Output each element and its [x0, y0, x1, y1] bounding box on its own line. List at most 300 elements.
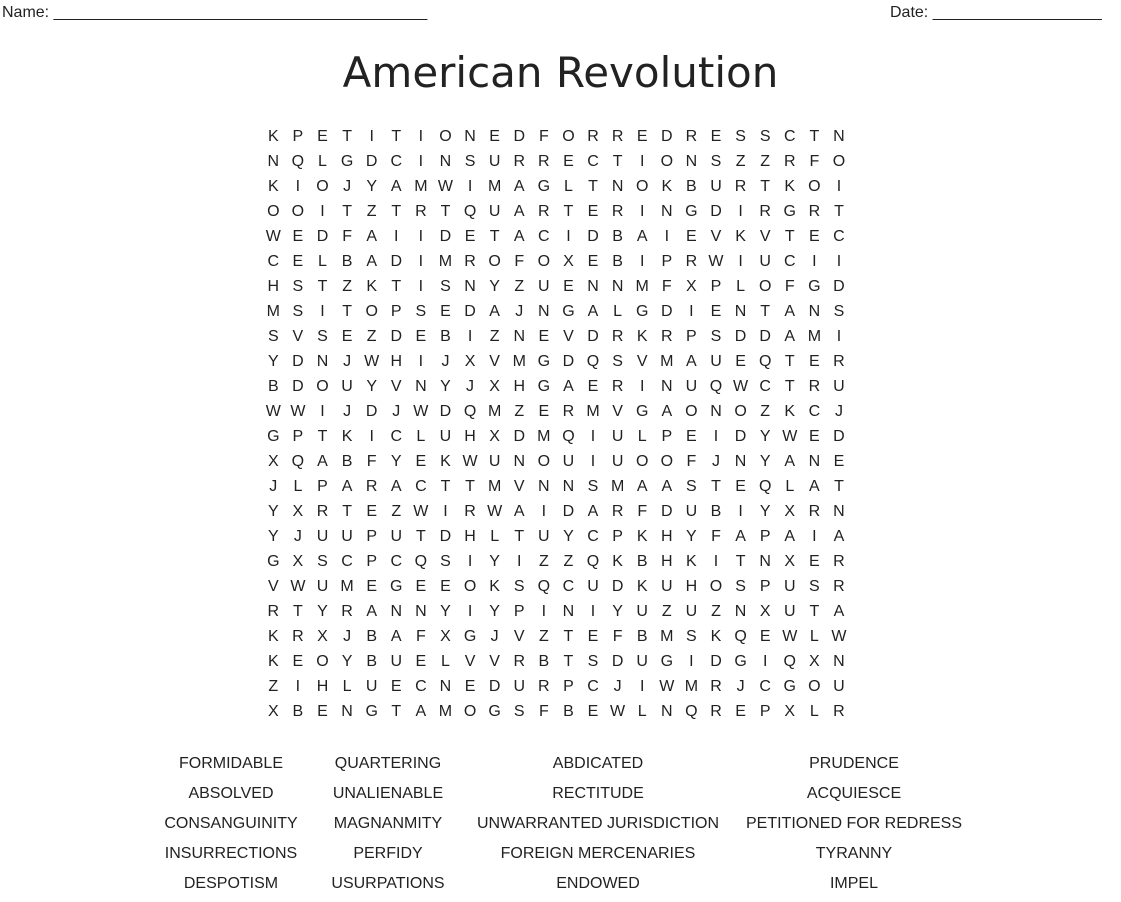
grid-letter: L — [809, 703, 819, 720]
grid-letter: O — [635, 178, 649, 195]
grid-letter: I — [738, 203, 743, 220]
word-column-2 — [313, 752, 463, 902]
grid-letter: C — [783, 253, 796, 270]
grid-letter: E — [809, 428, 820, 445]
grid-letter: I — [689, 653, 694, 670]
grid-letter: A — [833, 528, 845, 545]
grid-letter: I — [836, 253, 842, 270]
grid-letter: D — [390, 253, 403, 270]
grid-letter: I — [541, 603, 547, 620]
grid-letter: D — [513, 428, 526, 445]
grid-letter: A — [415, 703, 427, 720]
grid-letter: U — [562, 453, 575, 470]
grid-letter: T — [317, 428, 328, 445]
grid-row — [261, 349, 851, 374]
grid-letter: R — [464, 503, 476, 520]
grid-letter: U — [833, 678, 845, 695]
grid-letter: P — [759, 578, 771, 595]
grid-letter: Q — [463, 403, 477, 420]
grid-letter: L — [785, 478, 795, 495]
grid-letter: A — [784, 328, 796, 345]
grid-letter: B — [341, 453, 353, 470]
grid-letter: U — [759, 253, 771, 270]
word-item: IMPEL — [829, 875, 878, 892]
grid-letter: I — [738, 503, 743, 520]
grid-letter: N — [611, 278, 624, 295]
grid-letter: F — [784, 278, 795, 295]
grid-letter: Y — [341, 653, 353, 670]
grid-letter: G — [783, 203, 796, 220]
grid-letter: O — [463, 578, 477, 595]
grid-letter: V — [612, 403, 623, 420]
grid-letter: E — [587, 703, 599, 720]
grid-letter: E — [489, 128, 500, 145]
grid-letter: G — [537, 353, 551, 370]
grid-letter: K — [440, 453, 451, 470]
grid-letter: I — [418, 253, 424, 270]
grid-letter: E — [636, 128, 648, 145]
grid-letter: V — [636, 353, 648, 370]
grid-letter: Q — [586, 353, 600, 370]
grid-letter: Q — [758, 353, 772, 370]
grid-letter: C — [562, 578, 575, 595]
grid-letter: L — [490, 528, 500, 545]
grid-letter: R — [734, 178, 747, 195]
grid-letter: I — [812, 253, 817, 270]
grid-letter: A — [366, 228, 377, 245]
grid-letter: W — [364, 353, 380, 370]
grid-letter: H — [464, 428, 476, 445]
grid-letter: R — [464, 253, 476, 270]
date-field[interactable]: Date: ___________________ — [890, 4, 1102, 21]
grid-letter: X — [784, 553, 796, 570]
grid-letter: X — [784, 703, 796, 720]
grid-letter: N — [562, 603, 575, 620]
grid-letter: T — [514, 528, 525, 545]
grid-letter: T — [342, 203, 352, 220]
grid-letter: U — [488, 453, 501, 470]
grid-letter: Y — [267, 528, 279, 545]
grid-letter: I — [320, 403, 325, 420]
grid-letter: N — [833, 503, 845, 520]
grid-letter: R — [538, 203, 550, 220]
grid-letter: X — [784, 503, 796, 520]
grid-letter: W — [782, 428, 798, 445]
grid-letter: H — [685, 578, 698, 595]
grid-letter: E — [538, 403, 550, 420]
grid-letter: Z — [735, 153, 746, 170]
grid-letter: I — [369, 128, 374, 145]
grid-letter: I — [639, 253, 645, 270]
grid-letter: T — [293, 603, 303, 620]
grid-letter: F — [538, 703, 549, 720]
grid-letter: C — [808, 403, 821, 420]
grid-letter: P — [686, 328, 697, 345]
grid-letter: E — [464, 228, 476, 245]
grid-letter: I — [320, 203, 325, 220]
grid-letter: T — [809, 603, 820, 620]
grid-letter: E — [415, 453, 427, 470]
grid-letter: U — [661, 578, 673, 595]
grid-letter: F — [711, 528, 721, 545]
grid-letter: M — [487, 178, 502, 195]
grid-letter: E — [735, 478, 746, 495]
grid-letter: E — [710, 303, 722, 320]
grid-letter: T — [391, 128, 402, 145]
grid-letter: N — [439, 678, 452, 695]
grid-letter: Y — [440, 378, 451, 395]
grid-letter: I — [517, 553, 522, 570]
grid-letter: F — [661, 278, 672, 295]
grid-letter: D — [710, 203, 722, 220]
grid-letter: N — [808, 453, 821, 470]
grid-row — [261, 224, 851, 249]
word-item: ABSOLVED — [188, 785, 274, 802]
grid-letter: C — [783, 128, 796, 145]
grid-letter: O — [709, 578, 723, 595]
grid-letter: Z — [366, 203, 377, 220]
grid-letter: I — [295, 178, 301, 195]
grid-letter: N — [464, 278, 476, 295]
grid-letter: A — [784, 303, 796, 320]
grid-letter: E — [809, 353, 820, 370]
grid-letter: Q — [685, 703, 698, 720]
grid-letter: A — [390, 178, 402, 195]
grid-letter: M — [487, 478, 502, 495]
grid-letter: E — [341, 328, 353, 345]
grid-row — [261, 499, 851, 524]
grid-letter: K — [636, 578, 648, 595]
grid-letter: W — [610, 703, 626, 720]
grid-letter: N — [833, 653, 845, 670]
grid-letter: E — [390, 678, 402, 695]
grid-letter: N — [415, 378, 427, 395]
grid-letter: O — [808, 678, 821, 695]
grid-letter: E — [440, 303, 451, 320]
grid-letter: R — [267, 603, 280, 620]
grid-letter: Q — [758, 478, 772, 495]
grid-letter: U — [685, 503, 698, 520]
grid-letter: C — [587, 678, 599, 695]
grid-letter: V — [710, 228, 722, 245]
grid-letter: L — [637, 428, 647, 445]
grid-letter: D — [833, 428, 845, 445]
grid-letter: I — [467, 603, 473, 620]
word-item: UNALIENABLE — [332, 785, 444, 802]
grid-letter: I — [590, 603, 596, 620]
grid-letter: G — [267, 428, 280, 445]
grid-letter: L — [342, 678, 352, 695]
grid-row — [261, 299, 851, 324]
grid-letter: I — [762, 653, 768, 670]
grid-letter: O — [463, 703, 477, 720]
grid-letter: S — [587, 653, 599, 670]
grid-letter: M — [487, 403, 502, 420]
grid-letter: X — [464, 353, 476, 370]
grid-letter: O — [808, 178, 821, 195]
grid-letter: M — [266, 303, 280, 320]
grid-letter: D — [734, 428, 747, 445]
grid-letter: K — [686, 553, 697, 570]
grid-letter: A — [513, 203, 525, 220]
grid-letter: I — [713, 428, 719, 445]
grid-letter: E — [587, 203, 599, 220]
grid-letter: S — [759, 128, 771, 145]
grid-letter: G — [562, 303, 575, 320]
grid-letter: S — [415, 303, 427, 320]
grid-letter: I — [590, 428, 596, 445]
grid-letter: N — [710, 403, 722, 420]
grid-letter: P — [759, 528, 771, 545]
grid-letter: D — [464, 303, 476, 320]
grid-letter: J — [269, 478, 278, 495]
grid-letter: I — [467, 553, 473, 570]
grid-letter: U — [833, 378, 845, 395]
grid-letter: Q — [291, 153, 305, 170]
grid-letter: J — [392, 403, 401, 420]
grid-row — [261, 674, 851, 699]
grid-letter: I — [394, 228, 399, 245]
grid-letter: V — [563, 328, 574, 345]
grid-letter: U — [587, 578, 599, 595]
word-item: FOREIGN MERCENARIES — [500, 845, 696, 862]
word-search-grid — [261, 124, 851, 724]
grid-letter: U — [710, 353, 722, 370]
grid-letter: U — [488, 153, 501, 170]
grid-letter: C — [415, 478, 427, 495]
grid-letter: G — [488, 703, 501, 720]
grid-letter: B — [538, 653, 550, 670]
grid-letter: J — [466, 378, 475, 395]
grid-letter: Q — [783, 653, 796, 670]
grid-letter: Y — [759, 503, 771, 520]
grid-letter: A — [390, 628, 402, 645]
grid-letter: C — [341, 553, 353, 570]
grid-letter: O — [832, 153, 846, 170]
grid-letter: S — [612, 353, 623, 370]
grid-letter: Z — [514, 278, 525, 295]
grid-letter: U — [341, 528, 353, 545]
grid-letter: T — [563, 203, 574, 220]
grid-letter: T — [809, 128, 820, 145]
grid-letter: U — [611, 453, 624, 470]
grid-row — [261, 649, 851, 674]
grid-letter: O — [488, 253, 501, 270]
grid-letter: Y — [390, 453, 402, 470]
grid-letter: K — [735, 228, 746, 245]
grid-letter: S — [513, 578, 525, 595]
grid-letter: B — [292, 703, 304, 720]
grid-letter: X — [563, 253, 574, 270]
grid-letter: D — [488, 678, 501, 695]
grid-letter: U — [685, 378, 698, 395]
grid-letter: Z — [538, 553, 549, 570]
grid-row — [261, 374, 851, 399]
grid-letter: P — [661, 253, 673, 270]
grid-letter: N — [661, 378, 673, 395]
grid-letter: I — [418, 153, 424, 170]
grid-letter: R — [415, 203, 427, 220]
grid-letter: C — [415, 678, 427, 695]
grid-letter: P — [317, 478, 328, 495]
grid-letter: E — [538, 328, 550, 345]
grid-letter: O — [537, 253, 551, 270]
grid-letter: S — [735, 578, 746, 595]
grid-letter: E — [759, 628, 771, 645]
grid-letter: T — [760, 178, 771, 195]
grid-letter: X — [317, 628, 328, 645]
grid-letter: F — [415, 628, 426, 645]
name-field[interactable]: Name: __________________________________________ — [2, 4, 428, 21]
grid-letter: E — [415, 653, 427, 670]
grid-letter: E — [587, 253, 599, 270]
grid-letter: C — [390, 428, 403, 445]
grid-letter: I — [541, 503, 547, 520]
grid-letter: L — [293, 478, 303, 495]
grid-letter: D — [562, 503, 575, 520]
grid-letter: D — [661, 503, 673, 520]
grid-letter: U — [316, 578, 329, 595]
grid-letter: U — [390, 528, 403, 545]
grid-letter: I — [295, 678, 301, 695]
grid-letter: Z — [760, 153, 771, 170]
grid-letter: D — [439, 403, 452, 420]
grid-letter: T — [440, 203, 451, 220]
grid-letter: E — [809, 553, 820, 570]
grid-letter: R — [611, 328, 624, 345]
grid-letter: R — [587, 128, 599, 145]
grid-letter: E — [415, 578, 427, 595]
grid-letter: T — [735, 553, 746, 570]
grid-letter: F — [686, 453, 697, 470]
grid-letter: M — [660, 628, 674, 645]
grid-letter: P — [759, 703, 771, 720]
grid-letter: F — [514, 253, 525, 270]
grid-letter: I — [639, 378, 645, 395]
grid-letter: S — [317, 553, 328, 570]
grid-letter: I — [566, 228, 571, 245]
grid-letter: U — [341, 378, 353, 395]
grid-letter: A — [341, 478, 353, 495]
grid-letter: E — [735, 353, 746, 370]
grid-letter: A — [513, 178, 525, 195]
grid-letter: I — [418, 128, 424, 145]
grid-letter: K — [784, 403, 796, 420]
grid-letter: D — [734, 328, 747, 345]
grid-letter: Y — [612, 603, 623, 620]
grid-letter: I — [443, 503, 448, 520]
grid-letter: D — [833, 278, 845, 295]
grid-letter: N — [734, 303, 747, 320]
grid-letter: F — [538, 128, 549, 145]
grid-letter: S — [440, 278, 451, 295]
grid-letter: D — [439, 228, 452, 245]
grid-letter: R — [611, 503, 624, 520]
grid-letter: T — [391, 203, 402, 220]
word-item: PETITIONED FOR REDRESS — [745, 815, 963, 832]
grid-letter: O — [316, 178, 329, 195]
grid-letter: Z — [538, 628, 549, 645]
grid-letter: O — [537, 453, 551, 470]
grid-letter: L — [736, 278, 746, 295]
grid-letter: G — [267, 553, 280, 570]
grid-letter: R — [685, 253, 698, 270]
grid-letter: A — [587, 303, 599, 320]
grid-letter: W — [487, 503, 503, 520]
grid-letter: R — [710, 703, 722, 720]
grid-letter: J — [515, 303, 524, 320]
grid-letter: H — [390, 353, 403, 370]
grid-letter: V — [464, 653, 476, 670]
grid-letter: G — [808, 278, 821, 295]
grid-letter: R — [685, 128, 698, 145]
grid-row — [261, 599, 851, 624]
grid-row — [261, 424, 851, 449]
grid-row — [261, 149, 851, 174]
grid-letter: G — [734, 653, 747, 670]
grid-letter: T — [563, 628, 574, 645]
grid-letter: O — [439, 128, 452, 145]
grid-letter: R — [833, 553, 845, 570]
grid-letter: P — [710, 278, 722, 295]
grid-letter: Z — [661, 603, 672, 620]
grid-letter: E — [686, 428, 697, 445]
grid-letter: N — [538, 478, 550, 495]
grid-letter: T — [711, 478, 721, 495]
grid-letter: I — [836, 328, 842, 345]
grid-row — [261, 174, 851, 199]
grid-letter: G — [660, 653, 674, 670]
grid-letter: K — [489, 578, 500, 595]
grid-letter: U — [439, 428, 452, 445]
grid-letter: M — [438, 253, 453, 270]
grid-row — [261, 474, 851, 499]
grid-letter: U — [365, 678, 378, 695]
grid-letter: D — [439, 528, 452, 545]
grid-letter: L — [318, 153, 327, 170]
grid-letter: I — [713, 553, 719, 570]
grid-letter: T — [342, 503, 352, 520]
grid-letter: V — [489, 353, 500, 370]
grid-letter: J — [736, 678, 745, 695]
grid-letter: A — [366, 253, 377, 270]
grid-letter: D — [710, 653, 722, 670]
grid-letter: D — [759, 328, 771, 345]
grid-letter: E — [563, 278, 574, 295]
grid-letter: R — [759, 203, 771, 220]
grid-letter: P — [513, 603, 525, 620]
grid-letter: N — [734, 453, 747, 470]
grid-letter: T — [834, 478, 844, 495]
grid-letter: X — [759, 603, 771, 620]
grid-letter: B — [366, 653, 377, 670]
grid-letter: I — [738, 253, 743, 270]
grid-letter: N — [390, 603, 403, 620]
grid-letter: T — [489, 228, 500, 245]
word-column-1 — [156, 752, 306, 902]
grid-letter: L — [563, 178, 573, 195]
grid-letter: P — [292, 128, 304, 145]
grid-letter: N — [661, 203, 673, 220]
grid-letter: K — [267, 128, 279, 145]
grid-letter: I — [812, 528, 817, 545]
grid-letter: L — [637, 703, 647, 720]
grid-letter: X — [686, 278, 697, 295]
grid-letter: F — [366, 453, 377, 470]
grid-letter: A — [563, 378, 574, 395]
grid-letter: N — [513, 453, 526, 470]
grid-letter: H — [661, 528, 673, 545]
